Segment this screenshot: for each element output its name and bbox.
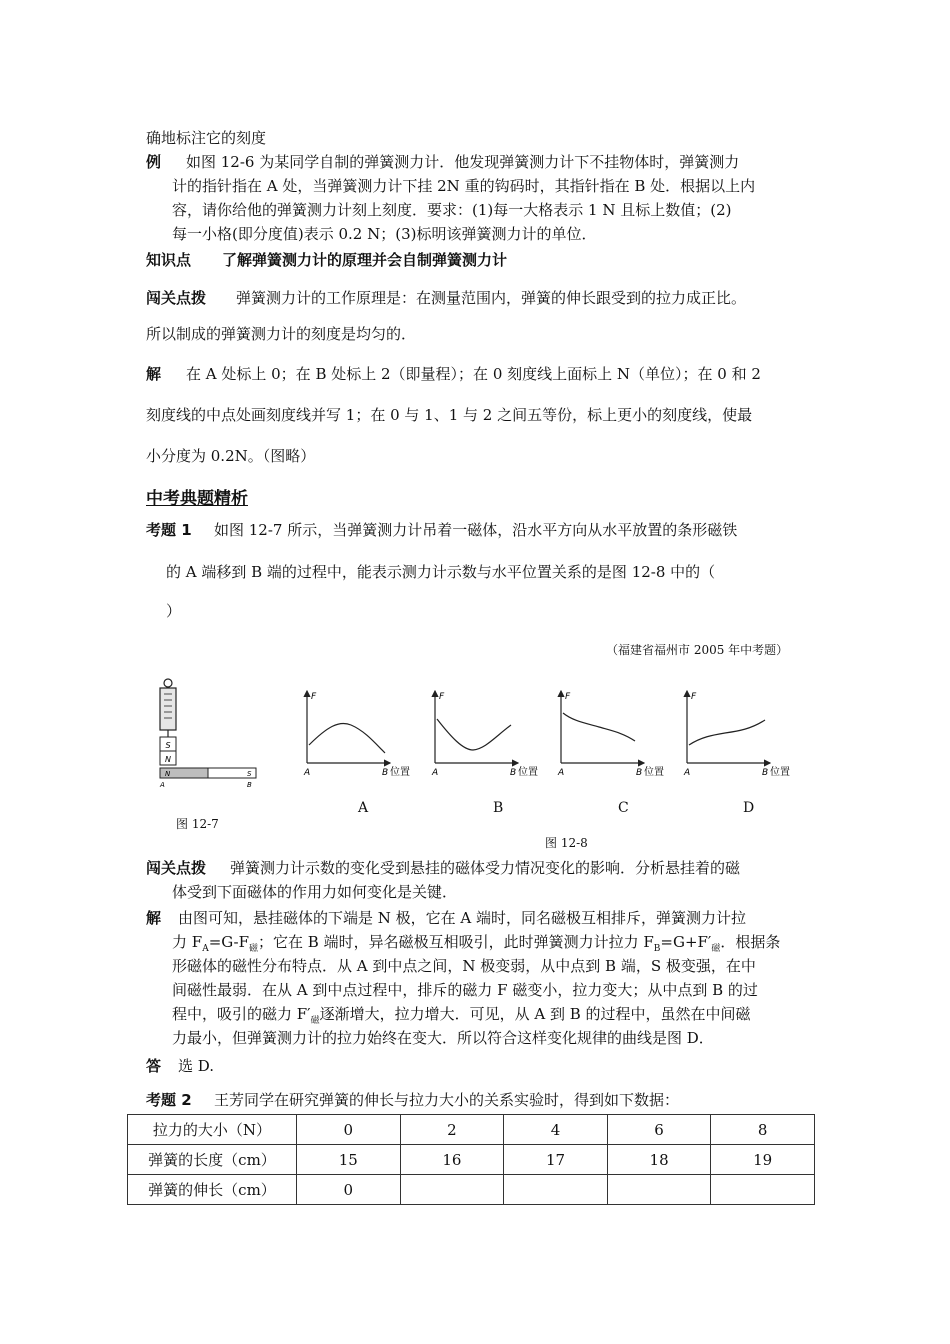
table-cell: 0 <box>297 1115 401 1145</box>
table-cell: 2 <box>400 1115 504 1145</box>
graph-b <box>431 691 538 778</box>
data-table <box>127 1114 815 1205</box>
svg-text:N: N <box>165 755 171 764</box>
tip1-line-2: 所以制成的弹簧测力计的刻度是均匀的． <box>146 325 417 343</box>
graph-letter-b: B <box>493 800 504 816</box>
graph-d <box>683 691 790 778</box>
table-row <box>128 1115 815 1145</box>
table-cell <box>607 1175 711 1205</box>
svg-text:B: B <box>636 768 643 778</box>
svg-text:A: A <box>304 768 311 778</box>
tip2-label: 闯关点拨 <box>146 859 207 877</box>
solution2-line-2: 力 $F_A=G-F_磁$；它在 B 端时，异名磁极互相吸引，此时弹簧测力计拉力 $F_B=G+F'_磁$．根据条 <box>172 933 781 954</box>
example-line-3: 容，请你给他的弹簧测力计刻上刻度．要求：(1)每一大格表示 1 N 且标上数值；(2) <box>172 201 732 219</box>
svg-text:A: A <box>432 768 439 778</box>
fig128-caption: 图 12-8 <box>545 836 588 850</box>
svg-text:B: B <box>382 768 389 778</box>
table-cell <box>400 1175 504 1205</box>
svg-text:F: F <box>311 692 317 702</box>
bar-magnet-icon <box>159 768 256 789</box>
q2-text: 王芳同学在研究弹簧的伸长与拉力大小的关系实验时，得到如下数据： <box>214 1091 680 1109</box>
svg-text:F: F <box>691 692 697 702</box>
svg-text:位置: 位置 <box>518 767 538 778</box>
table-row <box>128 1175 815 1205</box>
solution2-line-1: 由图可知，悬挂磁体的下端是 N 极，它在 A 端时，同名磁极互相排斥，弹簧测力计拉 <box>178 909 747 927</box>
table-cell: 15 <box>297 1145 401 1175</box>
table-cell: 0 <box>297 1175 401 1205</box>
tip1-line-1: 弹簧测力计的工作原理是：在测量范围内，弹簧的伸长跟受到的拉力成正比。 <box>236 289 747 307</box>
solution1-line-1: 在 A 处标上 0；在 B 处标上 2（即量程）；在 0 刻度线上面标上 N（单位）；在 0 和 2 <box>186 365 761 383</box>
tip1-label: 闯关点拨 <box>146 289 207 307</box>
table-cell: 弹簧的长度（cm） <box>128 1145 297 1175</box>
figure-12-8 <box>295 685 815 785</box>
graph-c <box>557 691 664 778</box>
section-title: 中考典题精析 <box>146 489 248 509</box>
solution2-line-6: 力最小，但弹簧测力计的拉力始终在变大．所以符合这样变化规律的曲线是图 D． <box>172 1029 714 1047</box>
example-line-2: 计的指针指在 A 处，当弹簧测力计下挂 2N 重的钩码时，其指针指在 B 处．根据以上内 <box>172 177 756 195</box>
table-cell <box>711 1175 815 1205</box>
tip2-line-2: 体受到下面磁体的作用力如何变化是关键． <box>172 883 458 901</box>
table-cell: 弹簧的伸长（cm） <box>128 1175 297 1205</box>
answer-label: 答 <box>146 1057 162 1075</box>
svg-text:F: F <box>565 692 571 702</box>
table-cell: 6 <box>607 1115 711 1145</box>
svg-text:B: B <box>510 768 517 778</box>
hanging-magnet-icon <box>160 737 176 765</box>
solution2-line-4: 间磁性最弱．在从 A 到中点过程中，排斥的磁力 F 磁变小，拉力变大；从中点到 B 的过 <box>172 981 758 999</box>
knowledge-text: 了解弹簧测力计的原理并会自制弹簧测力计 <box>222 251 508 269</box>
spring-scale-icon <box>160 679 176 737</box>
solution1-label: 解 <box>146 365 162 383</box>
q2-label: 考题 2 <box>146 1091 192 1109</box>
svg-text:S: S <box>165 741 171 750</box>
graph-a <box>303 691 410 778</box>
example-line-1: 如图 12-6 为某同学自制的弹簧测力计．他发现弹簧测力计下不挂物体时，弹簧测力 <box>186 153 740 171</box>
svg-text:位置: 位置 <box>770 767 790 778</box>
q1-label: 考题 1 <box>146 521 192 539</box>
table-cell: 19 <box>711 1145 815 1175</box>
svg-text:S: S <box>247 770 252 778</box>
svg-text:A: A <box>684 768 691 778</box>
table-cell: 8 <box>711 1115 815 1145</box>
fig127-caption: 图 12-7 <box>176 817 219 831</box>
solution2-label: 解 <box>146 909 162 927</box>
table-cell: 18 <box>607 1145 711 1175</box>
svg-text:B: B <box>762 768 769 778</box>
table-row <box>128 1145 815 1175</box>
example-label: 例 <box>146 153 162 171</box>
table-cell: 4 <box>504 1115 608 1145</box>
table-cell: 17 <box>504 1145 608 1175</box>
graph-letter-c: C <box>618 800 629 816</box>
svg-text:位置: 位置 <box>644 767 664 778</box>
graph-letter-a: A <box>358 800 369 816</box>
svg-text:F: F <box>439 692 445 702</box>
table-cell <box>504 1175 608 1205</box>
table-cell: 拉力的大小（N） <box>128 1115 297 1145</box>
answer-text: 选 D. <box>178 1057 215 1075</box>
svg-text:B: B <box>247 781 252 789</box>
svg-text:位置: 位置 <box>390 767 410 778</box>
q1-line-3: ） <box>166 602 182 620</box>
table-cell: 16 <box>400 1145 504 1175</box>
solution1-line-3: 小分度为 0.2N。（图略） <box>146 447 316 465</box>
figure-12-7 <box>150 675 270 795</box>
graph-letter-d: D <box>743 800 755 816</box>
example-line-4: 每一小格(即分度值)表示 0.2 N；(3)标明该弹簧测力计的单位． <box>172 225 597 243</box>
q1-source: （福建省福州市 2005 年中考题） <box>606 643 789 657</box>
solution2-line-5: 程中，吸引的磁力 $F'_磁$逐渐增大，拉力增大．可见，从 A 到 B 的过程中，虽然在中间磁 <box>172 1005 751 1026</box>
svg-text:A: A <box>160 781 165 789</box>
solution2-line-3: 形磁体的磁性分布特点．从 A 到中点之间，N 极变弱，从中点到 B 端，S 极变强，在中 <box>172 957 756 975</box>
svg-text:A: A <box>558 768 565 778</box>
intro-line: 确地标注它的刻度 <box>146 129 267 147</box>
solution1-line-2: 刻度线的中点处画刻度线并写 1；在 0 与 1、1 与 2 之间五等份，标上更小的刻度线，使最 <box>146 406 753 424</box>
q1-line-1: 如图 12-7 所示，当弹簧测力计吊着一磁体，沿水平方向从水平放置的条形磁铁 <box>214 521 738 539</box>
svg-text:N: N <box>165 770 171 778</box>
knowledge-label: 知识点 <box>146 251 192 269</box>
tip2-line-1: 弹簧测力计示数的变化受到悬挂的磁体受力情况变化的影响．分析悬挂着的磁 <box>230 859 741 877</box>
q1-line-2: 的 A 端移到 B 端的过程中，能表示测力计示数与水平位置关系的是图 12-8 中的（ <box>166 563 716 581</box>
